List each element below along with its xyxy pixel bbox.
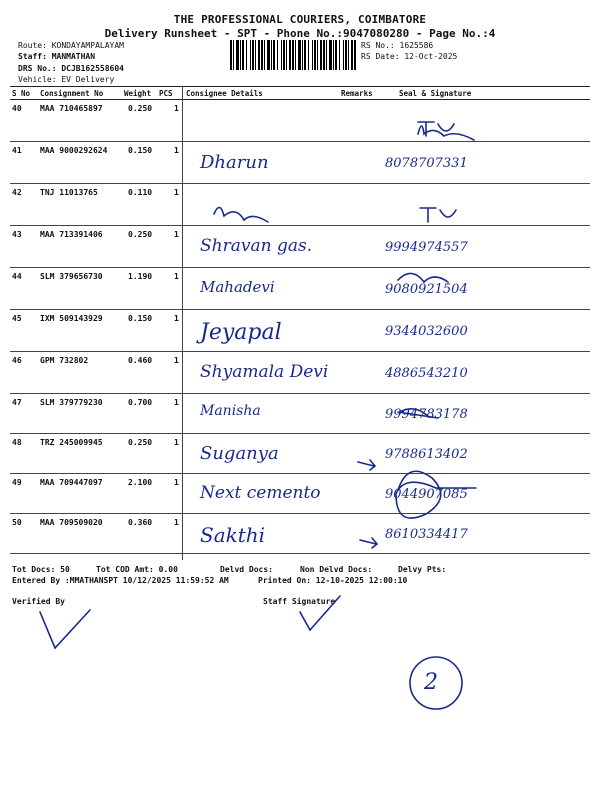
row-sno: 45 bbox=[12, 314, 22, 323]
col-consignee: Consignee Details bbox=[186, 89, 263, 98]
barcode-bar bbox=[283, 40, 285, 70]
col-pcs: PCS bbox=[159, 89, 173, 98]
runsheet-title: Delivery Runsheet - SPT - Phone No.:9047080280 - Page No.:4 bbox=[104, 27, 496, 40]
row-weight: 0.110 bbox=[128, 188, 153, 197]
barcode-bar bbox=[277, 40, 278, 70]
barcode-bar bbox=[320, 40, 322, 70]
row-pcs: 1 bbox=[174, 272, 179, 281]
row-consignee-handwritten: Shyamala Devi bbox=[200, 362, 329, 382]
barcode-bar bbox=[271, 40, 272, 70]
row-sno: 46 bbox=[12, 356, 22, 365]
vehicle: Vehicle: EV Delivery bbox=[18, 75, 115, 84]
printed-on: Printed On: 12-10-2025 12:00:10 bbox=[258, 576, 408, 585]
row-weight: 0.150 bbox=[128, 146, 153, 155]
row-seal-signature: 9788613402 bbox=[385, 447, 468, 462]
row-weight: 2.100 bbox=[128, 478, 153, 487]
route: Route: KONDAYAMPALAYAM bbox=[18, 41, 124, 50]
row-sno: 44 bbox=[12, 272, 22, 281]
row-consignment: MAA 709447097 bbox=[40, 478, 103, 487]
col-consignment: Consignment No bbox=[40, 89, 104, 98]
row-consignment: TNJ 11013765 bbox=[40, 188, 98, 197]
barcode-bar bbox=[314, 40, 316, 70]
row-pcs: 1 bbox=[174, 146, 179, 155]
table-top-rule bbox=[10, 86, 590, 87]
table-row bbox=[10, 267, 590, 309]
row-sno: 43 bbox=[12, 230, 22, 239]
table-row bbox=[10, 473, 590, 513]
barcode-bar bbox=[286, 40, 287, 70]
barcode-bar bbox=[298, 40, 301, 70]
row-consignee-handwritten: Dharun bbox=[200, 152, 269, 173]
drs-number: DRS No.: DCJB162558604 bbox=[18, 64, 124, 73]
barcode-bar bbox=[233, 40, 234, 70]
barcode-bar bbox=[252, 40, 254, 70]
row-sno: 47 bbox=[12, 398, 22, 407]
row-weight: 0.250 bbox=[128, 438, 153, 447]
row-consignment: MAA 713391406 bbox=[40, 230, 103, 239]
barcode-bar bbox=[267, 40, 270, 70]
row-seal-signature: 4886543210 bbox=[385, 366, 468, 381]
table-row bbox=[10, 433, 590, 473]
row-weight: 1.190 bbox=[128, 272, 153, 281]
barcode-bar bbox=[250, 40, 251, 70]
col-remarks: Remarks bbox=[341, 89, 373, 98]
staff-signature-label: Staff Signature bbox=[263, 597, 336, 606]
row-consignment: IXM 509143929 bbox=[40, 314, 103, 323]
row-seal-signature: 9044907085 bbox=[385, 487, 468, 502]
barcode-bar bbox=[246, 40, 247, 70]
row-consignee-handwritten: Mahadevi bbox=[200, 278, 275, 296]
barcode-bar bbox=[242, 40, 244, 70]
row-sno: 49 bbox=[12, 478, 22, 487]
barcode-bar bbox=[348, 40, 349, 70]
barcode-bar bbox=[317, 40, 318, 70]
rs-number: RS No.: 1625586 bbox=[361, 41, 434, 50]
row-consignee-handwritten: Jeyapal bbox=[200, 320, 282, 345]
barcode-bar bbox=[351, 40, 353, 70]
row-consignment: TRZ 245009945 bbox=[40, 438, 103, 447]
stamp-number: 2 bbox=[424, 670, 438, 695]
company-name: THE PROFESSIONAL COURIERS, COIMBATORE bbox=[173, 13, 427, 26]
row-weight: 0.250 bbox=[128, 104, 153, 113]
row-sno: 40 bbox=[12, 104, 22, 113]
row-weight: 0.460 bbox=[128, 356, 153, 365]
row-seal-signature: 9344032600 bbox=[385, 324, 468, 339]
row-pcs: 1 bbox=[174, 104, 179, 113]
barcode-bar bbox=[326, 40, 327, 70]
row-pcs: 1 bbox=[174, 518, 179, 527]
row-divider bbox=[10, 553, 590, 554]
row-pcs: 1 bbox=[174, 478, 179, 487]
total-cod: Tot COD Amt: 0.00 bbox=[96, 565, 178, 574]
row-pcs: 1 bbox=[174, 398, 179, 407]
barcode-bar bbox=[333, 40, 334, 70]
staff: Staff: MANMATHAN bbox=[18, 52, 96, 61]
verified-tick-icon bbox=[40, 610, 90, 648]
rs-date: RS Date: 12-Oct-2025 bbox=[361, 52, 458, 61]
row-weight: 0.360 bbox=[128, 518, 153, 527]
barcode-bar bbox=[261, 40, 263, 70]
entered-by: Entered By :MMATHANSPT 10/12/2025 11:59:52 AM bbox=[12, 576, 229, 585]
non-delivered-docs: Non Delvd Docs: bbox=[300, 565, 373, 574]
row-pcs: 1 bbox=[174, 356, 179, 365]
row-sno: 42 bbox=[12, 188, 22, 197]
row-pcs: 1 bbox=[174, 438, 179, 447]
row-seal-signature: 8078707331 bbox=[385, 156, 468, 171]
row-consignee-handwritten: Sakthi bbox=[200, 523, 266, 547]
row-sno: 48 bbox=[12, 438, 22, 447]
row-consignment: SLM 379779230 bbox=[40, 398, 103, 407]
table-row bbox=[10, 99, 590, 141]
row-seal-signature: 9994974557 bbox=[385, 240, 468, 255]
row-consignee-handwritten: Shravan gas. bbox=[200, 236, 313, 256]
row-seal-signature: 9080921504 bbox=[385, 282, 468, 297]
table-row bbox=[10, 351, 590, 393]
row-weight: 0.700 bbox=[128, 398, 153, 407]
barcode-bar bbox=[345, 40, 347, 70]
barcode-image bbox=[230, 40, 357, 70]
barcode-bar bbox=[339, 40, 340, 70]
barcode-bar bbox=[292, 40, 294, 70]
col-seal: Seal & Signature bbox=[399, 89, 472, 98]
table-row bbox=[10, 183, 590, 225]
row-sno: 41 bbox=[12, 146, 22, 155]
barcode-bar bbox=[335, 40, 337, 70]
row-weight: 0.250 bbox=[128, 230, 153, 239]
row-consignment: GPM 732802 bbox=[40, 356, 89, 365]
table-row bbox=[10, 309, 590, 351]
barcode-bar bbox=[343, 40, 344, 70]
row-seal-signature: 9994783178 bbox=[385, 407, 468, 422]
row-consignee-handwritten: Next cemento bbox=[200, 483, 321, 503]
col-sno: S No bbox=[12, 89, 31, 98]
table-row bbox=[10, 393, 590, 433]
barcode-bar bbox=[308, 40, 309, 70]
barcode-bar bbox=[264, 40, 265, 70]
barcode-bar bbox=[236, 40, 239, 70]
row-pcs: 1 bbox=[174, 230, 179, 239]
row-sno: 50 bbox=[12, 518, 22, 527]
col-weight: Weight bbox=[124, 89, 152, 98]
row-consignee-handwritten: Suganya bbox=[200, 443, 279, 464]
barcode-bar bbox=[354, 40, 356, 70]
delivery-points: Delvy Pts: bbox=[398, 565, 447, 574]
row-seal-signature: 8610334417 bbox=[385, 527, 468, 542]
barcode-bar bbox=[255, 40, 256, 70]
barcode-bar bbox=[240, 40, 241, 70]
table-row bbox=[10, 513, 590, 553]
verified-by-label: Verified By bbox=[12, 597, 65, 606]
table-row bbox=[10, 225, 590, 267]
barcode-bar bbox=[230, 40, 232, 70]
barcode-bar bbox=[289, 40, 291, 70]
barcode-bar bbox=[295, 40, 296, 70]
row-consignee-handwritten: Manisha bbox=[200, 403, 261, 419]
barcode-bar bbox=[312, 40, 313, 70]
row-pcs: 1 bbox=[174, 314, 179, 323]
table-row bbox=[10, 141, 590, 183]
barcode-bar bbox=[304, 40, 306, 70]
delivered-docs: Delvd Docs: bbox=[220, 565, 273, 574]
barcode-bar bbox=[323, 40, 325, 70]
row-consignment: MAA 709509020 bbox=[40, 518, 103, 527]
barcode-bar bbox=[258, 40, 260, 70]
barcode-bar bbox=[329, 40, 332, 70]
total-docs: Tot Docs: 50 bbox=[12, 565, 70, 574]
row-consignment: MAA 9000292624 bbox=[40, 146, 108, 155]
barcode-bar bbox=[281, 40, 282, 70]
barcode-bar bbox=[302, 40, 303, 70]
row-pcs: 1 bbox=[174, 188, 179, 197]
row-weight: 0.150 bbox=[128, 314, 153, 323]
row-consignment: SLM 379656730 bbox=[40, 272, 103, 281]
row-consignment: MAA 710465897 bbox=[40, 104, 103, 113]
barcode-bar bbox=[273, 40, 275, 70]
